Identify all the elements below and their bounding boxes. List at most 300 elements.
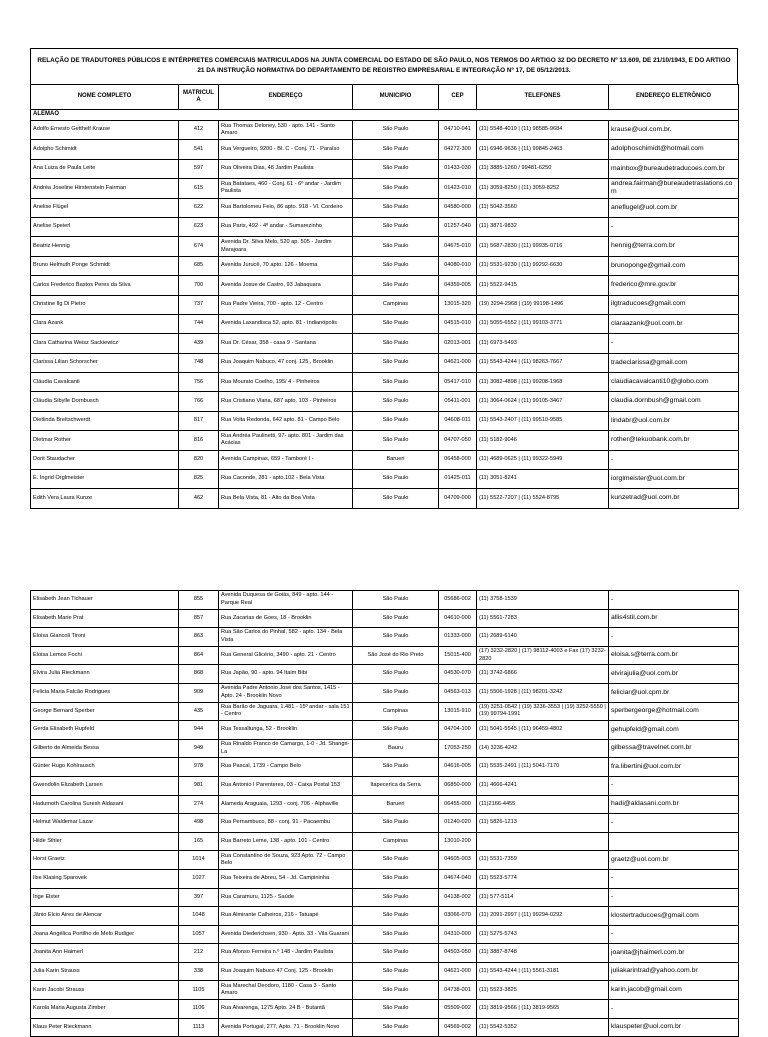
translator-name: Beatriz Hennig [31,237,179,256]
translator-name: Carlos Frederico Bastos Peres da Silva [31,276,179,295]
table-row [31,683,739,702]
email: - [609,814,739,833]
address: Rua Pernambuco, 88 - conj. 91 - Pacaembu [219,814,353,833]
phones: (11) 3887-8748 [477,944,609,963]
city: Campinas [353,832,439,851]
header-name: NOME COMPLETO [31,85,179,110]
phones: (11) 5523-5774 [477,869,609,888]
table-row [31,314,739,333]
phones: (19) 3294-2968 | (19) 99198-1496 [477,295,609,314]
phones: (11)2166-4455 [477,795,609,814]
address: Rua Cristiano Viana, 687 apto. 103 - Pinheiros [219,392,353,411]
registration-number: 1106 [179,1000,219,1019]
registration-number: 165 [179,832,219,851]
zip-code: 01257-040 [439,217,477,236]
table-row [31,276,739,295]
translators-table-page-1 [30,84,739,509]
email: eloisa.s@terra.com.br [609,646,739,665]
table-row [31,1000,739,1019]
zip-code: 04675-010 [439,237,477,256]
address: Avenida Laxandisca 52, apto. 81 - Indianópolis [219,314,353,333]
phones: (11) 3082-4898 | (11) 99208-1968 [477,373,609,392]
registration-number: 1113 [179,1018,219,1037]
phones: (11) 5523-3825 [477,981,609,1000]
registration-number: 685 [179,256,219,275]
address: Rua Oliveira Dias, 48 Jardim Paulista [219,159,353,178]
email: - [609,334,739,353]
registration-number: 737 [179,295,219,314]
header-city: MUNICIPIO [353,85,439,110]
phones: (11) 3871-9832 [477,217,609,236]
translator-name: Helmut Waldemar Lazar [31,814,179,833]
registration-number: 855 [179,591,219,610]
city: São Paulo [353,888,439,907]
registration-number: 615 [179,179,219,198]
header-zip: CEP [439,85,477,110]
zip-code: 05686-002 [439,591,477,610]
zip-code: 04359-005 [439,276,477,295]
translator-name: Cláudia Sibylle Dornbusch [31,392,179,411]
city: São Paulo [353,431,439,450]
zip-code: 06455-000 [439,795,477,814]
address: Rua Joaquim Nabuco, 47 conj. 125 , Brooklin [219,353,353,372]
phones: (11) 5506-1928 | (11) 98201-3242 [477,683,609,702]
table-row [31,795,739,814]
registration-number: 274 [179,795,219,814]
table-row [31,217,739,236]
city: São Paulo [353,962,439,981]
email: feliciar@uol.cpm.br [609,683,739,702]
zip-code: 04610-000 [439,609,477,628]
address: Rua Mourato Coelho, 195/ 4 - Pinheiros [219,373,353,392]
table-row [31,888,739,907]
translator-name: Bruno Helmuth Ponge Schmidt [31,256,179,275]
registration-number: 498 [179,814,219,833]
translator-name: Clara Catharina Weisz Sackiewicz [31,334,179,353]
phones: (11) 5543-4244 | (11) 5561-3181 [477,962,609,981]
table-row [31,489,739,508]
email: - [609,888,739,907]
registration-number: 212 [179,944,219,963]
translator-name: Klaus Peter Rieckmann [31,1018,179,1037]
registration-number: 857 [179,609,219,628]
section-label: ALEMÃO [31,110,739,121]
address: Rua Bela Vista, 81 - Alto da Boa Vista [219,489,353,508]
table-row [31,628,739,647]
email: klauspeter@uol.com.br [609,1018,739,1037]
table-row [31,776,739,795]
city: Campinas [353,295,439,314]
address: Rua Constantino de Souza, 923 Apto. 72 - Campo Belo [219,851,353,870]
phones: (11) 5826-1213 [477,814,609,833]
translator-name: Joana Angélica Portilho de Melo Rudiger [31,925,179,944]
section-row [31,110,739,121]
city: São Paulo [353,314,439,333]
zip-code: 04616-005 [439,758,477,777]
translator-name: Hilde Sihler [31,832,179,851]
zip-code: 04710-041 [439,121,477,140]
zip-code: 04272-300 [439,140,477,159]
table-row [31,470,739,489]
email: - [609,591,739,610]
city: São Paulo [353,121,439,140]
email: claudiacavalcanti10@globo.com [609,373,739,392]
phones: (11) 5543-4244 | (11) 98263-7667 [477,353,609,372]
table-row [31,392,739,411]
address: Rua Batataes, 460 - Conj. 61 - 6º andar - Jardim Paulista [219,179,353,198]
address: Rua Tessaltunga, 52 - Brooklin [219,721,353,740]
city: São Paulo [353,179,439,198]
table-header-row [31,85,739,110]
zip-code: 13015-910 [439,702,477,721]
registration-number: 622 [179,198,219,217]
translator-name: Joanita Ann Haimerl [31,944,179,963]
email: kunzetrad@uol.com.br [609,489,739,508]
address: Rua Thomas Deloney, 530 - apto. 141 - Santo Amaro [219,121,353,140]
city: São Paulo [353,925,439,944]
phones: (11) 5548-4019 | (11) 98585-9684 [477,121,609,140]
address: Avenida Portugal, 277, Apto. 71 - Brooklin Novo [219,1018,353,1037]
city: São Paulo [353,628,439,647]
city: São Paulo [353,373,439,392]
table-row [31,869,739,888]
city: São Paulo [353,392,439,411]
city: São Paulo [353,198,439,217]
city: São Paulo [353,470,439,489]
address: Rua Pascal, 1739 - Campo Belo [219,758,353,777]
phones: (19) 3251-0542 | (19) 3236-3553 | (19) 3252-5550 | (19) 99794-1991 [477,702,609,721]
translator-name: Elisabeth Jean Tichauer [31,591,179,610]
registration-number: 1048 [179,907,219,926]
city: São Paulo [353,353,439,372]
zip-code: 02013-001 [439,334,477,353]
phones: (11) 5561-7283 [477,609,609,628]
zip-code: 04310-000 [439,925,477,944]
address: Rua Rinaldo Franco de Camargo, 1-0 - Jd. Shangri-La [219,739,353,758]
phones: (11) 5042-3560 [477,198,609,217]
registration-number: 817 [179,411,219,430]
translator-name: Anelise Speierl [31,217,179,236]
address: Rua Bartolomeu Feio, 86 apto. 918 - Vl. Cordeiro [219,198,353,217]
email: - [609,925,739,944]
address: Rua Caramuru, 1125 - Saúde [219,888,353,907]
zip-code: 06458-000 [439,450,477,469]
zip-code: 04563-013 [439,683,477,702]
phones: (11) 5531-9230 | (11) 99292-6630 [477,256,609,275]
translator-name: Adolpho Schimidt [31,140,179,159]
phones: (11) 5522-7207 | (11) 5524-8795 [477,489,609,508]
city: São Paulo [353,237,439,256]
translator-name: Gwendolin Elizabeth Larsen [31,776,179,795]
table-row [31,121,739,140]
translators-table-page-2 [30,590,739,1037]
email: iorglmeister@uol.com.br [609,470,739,489]
email: frederico@mre.gov.br [609,276,739,295]
translator-name: Elvira Julia Rieckmann [31,665,179,684]
address: Rua General Glicério, 3490 - apto. 21 - Centro [219,646,353,665]
zip-code: 04709-000 [439,489,477,508]
email: sperbergeorge@hotmail.com [609,702,739,721]
zip-code: 17053-250 [439,739,477,758]
phones: (11) 5055-6552 | (11) 99103-3771 [477,314,609,333]
zip-code: 01333-000 [439,628,477,647]
email: tradeclarissa@gmail.com [609,353,739,372]
table-row [31,925,739,944]
table-row [31,609,739,628]
email: mainbox@bureaudetraducoes.com.br [609,159,739,178]
table-row [31,739,739,758]
registration-number: 435 [179,702,219,721]
zip-code: 04569-002 [439,1018,477,1037]
email: adolphoschimidt@hotmail.com [609,140,739,159]
table-row [31,721,739,740]
phones: (11) 3819-9566 | (11) 3819-9565 [477,1000,609,1019]
table-row [31,814,739,833]
table-row [31,962,739,981]
zip-code: 04621-000 [439,962,477,981]
city: Campinas [353,702,439,721]
translator-name: Andréa Joseline Hirstenstein Fairman [31,179,179,198]
table-row [31,944,739,963]
translator-name: Elisabeth Marie Prat [31,609,179,628]
zip-code: 04580-000 [439,198,477,217]
email: gilbessa@travelnet.com.br [609,739,739,758]
registration-number: 820 [179,450,219,469]
email: krause@uol.com.br. [609,121,739,140]
document-title: RELAÇÃO DE TRADUTORES PÚBLICOS E INTÉRPRETES COMERCIAIS MATRICULADOS NA JUNTA COMERCIAL DO ESTADO DE SÃO PAULO, NOS TERMOS DO ARTIGO 32 DO DECRETO Nº 13.609, DE 21/10/1943, E DO ARTIGO 21 DA INSTRUÇÃO NORMATIVA DO DEPARTAMENTO DE REGISTRO EMPRESARIAL E INTEGRAÇÃO Nº 17, DE 05/12/2013. [30,48,738,84]
table-row [31,665,739,684]
translator-name: Clarissa Lilian Schorscher [31,353,179,372]
registration-number: 397 [179,888,219,907]
zip-code: 01240-020 [439,814,477,833]
translator-name: Cláudia Cavalcanti [31,373,179,392]
registration-number: 541 [179,140,219,159]
table-row [31,411,739,430]
city: São Paulo [353,140,439,159]
city: São Paulo [353,411,439,430]
table-row [31,373,739,392]
translator-name: Karin Jacobi Strauss [31,981,179,1000]
translator-name: Inge Elster [31,888,179,907]
phones: (11) 5522-9415 [477,276,609,295]
registration-number: 863 [179,628,219,647]
address: Rua Alvarenga, 1275 Apto. 24 B - Butantã [219,1000,353,1019]
zip-code: 04605-003 [439,851,477,870]
table-row [31,758,739,777]
address: Rua Teixeira de Abreu, 54 - Jd. Campininha [219,869,353,888]
email: - [609,217,739,236]
address: Avenida Josue de Castro, 93 Jabaquara [219,276,353,295]
zip-code: 05509-002 [439,1000,477,1019]
translator-name: Edith Vera Laura Kunze [31,489,179,508]
table-row [31,702,739,721]
email: klostertraducoes@gmail.com [609,907,739,926]
email: rother@tekuobank.com.br [609,431,739,450]
city: São Paulo [353,159,439,178]
email: aneflugel@uol.com.br [609,198,739,217]
zip-code: 04608-011 [439,411,477,430]
phones: (17) 3232-2820 | (17) 98112-4003 e Fax (17) 3232-2820 [477,646,609,665]
city: São Paulo [353,591,439,610]
table-row [31,256,739,275]
email: graetz@uol.com.br [609,851,739,870]
phones: (11) 3064-0624 | (11) 99105-3467 [477,392,609,411]
city: São Paulo [353,276,439,295]
city: São Paulo [353,1018,439,1037]
address: Avenida Campinas, 659 - Tamboré I - [219,450,353,469]
city: São Paulo [353,256,439,275]
email: fra.libertini@uol.com.br [609,758,739,777]
table-row [31,907,739,926]
translator-name: Hadumoth Carolina Suresh Aldasani [31,795,179,814]
document-page-2 [30,590,738,1037]
registration-number: 1057 [179,925,219,944]
phones: (14) 3236-4242 [477,739,609,758]
zip-code: 13015-320 [439,295,477,314]
registration-number: 766 [179,392,219,411]
city: São Paulo [353,1000,439,1019]
phones: (11) 5182-9046 [477,431,609,450]
registration-number: 756 [179,373,219,392]
city: São Paulo [353,907,439,926]
phones: (11) 5531-7359 [477,851,609,870]
translator-name: George Bernard Sperber [31,702,179,721]
zip-code: 04674-040 [439,869,477,888]
address: Avenida Duquesa de Goiás, 849 - apto. 144 - Parque Real [219,591,353,610]
zip-code: 04080-010 [439,256,477,275]
address: Rua Joaquim Nabuco 47 Conj. 125 - Brooklin [219,962,353,981]
phones: (11) 5687-2830 | (11) 99935-0716 [477,237,609,256]
city: Bauru [353,739,439,758]
zip-code: 03066-070 [439,907,477,926]
city: São Paulo [353,758,439,777]
registration-number: 978 [179,758,219,777]
email: - [609,776,739,795]
translator-name: Gilberto de Almeida Bessa [31,739,179,758]
address: Rua Japão, 90 - apto. 94 Itaim Bibi [219,665,353,684]
zip-code: 04138-002 [439,888,477,907]
phones: (11) 3051-8241 [477,470,609,489]
email: elvirajulia@uol.com.br [609,665,739,684]
email: - [609,869,739,888]
address: Rua Almirante Calheiros, 216 - Tatuapé [219,907,353,926]
city: São Paulo [353,869,439,888]
registration-number: 462 [179,489,219,508]
zip-code: 15015-400 [439,646,477,665]
city: São Paulo [353,814,439,833]
registration-number: 338 [179,962,219,981]
header-address: ENDEREÇO [219,85,353,110]
translator-name: Ana Luiza de Paula Leite [31,159,179,178]
address: Rua Barreto Leme, 138 - apto. 101 - Centro [219,832,353,851]
table-row [31,450,739,469]
table-row [31,646,739,665]
city: São Paulo [353,944,439,963]
address: Avenida Padre Antonio José dos Santos, 1415 - Apto. 24 - Brooklin Novo [219,683,353,702]
phones: (11) 3742-6866 [477,665,609,684]
address: Avenida Dr. Silva Melo, 520 ap. 505 - Jardim Marajoara [219,237,353,256]
address: Rua São Carlos do Pinhal, 582 - apto. 134 - Bela Vista [219,628,353,647]
zip-code: 06850-000 [439,776,477,795]
city: São Paulo [353,334,439,353]
translator-name: Dietlinda Breitschwerdt [31,411,179,430]
registration-number: 597 [179,159,219,178]
city: São Paulo [353,665,439,684]
address: Rua Volta Redonda, 642 apto. 81 - Campo Belo [219,411,353,430]
city: São Paulo [353,217,439,236]
address: Alameda Araguaia, 1293 - conj. 706 - Alphaville [219,795,353,814]
phones: (11) 5543-2407 | (11) 99510-9585 [477,411,609,430]
translator-name: Dietmar Rother [31,431,179,450]
email: juliakarintrad@yahoo.com.br [609,962,739,981]
city: São Paulo [353,489,439,508]
city: Barueri [353,450,439,469]
email: - [609,1000,739,1019]
table-row [31,198,739,217]
translator-name: Julia Karin Strauss [31,962,179,981]
email: gehupfeld@gmail.com [609,721,739,740]
email: claraazank@uol.com.br [609,314,739,333]
email: lindabr@uol.com.br [609,411,739,430]
translator-name: Karola Maria Augusta Zimber [31,1000,179,1019]
address: Avenida Diederichsen, 930 - Apto. 33 - Vila Guarani [219,925,353,944]
registration-number: 1105 [179,981,219,1000]
phones: (11) 4689-0625 | (11) 99322-5949 [477,450,609,469]
translator-name: Dorit Staudacher [31,450,179,469]
zip-code: 05417-010 [439,373,477,392]
address: Rua Barão de Jaguara, 1.481 - 15º andar - sala 151 - Centro [219,702,353,721]
registration-number: 412 [179,121,219,140]
phones [477,832,609,851]
registration-number: 623 [179,217,219,236]
table-row [31,851,739,870]
registration-number: 744 [179,314,219,333]
address: Rua Marechal Deodoro, 1180 - Casa 3 - Santo Amaro [219,981,353,1000]
translator-name: Clara Azank [31,314,179,333]
email: karin.jacob@gmail.com [609,981,739,1000]
registration-number: 949 [179,739,219,758]
registration-number: 981 [179,776,219,795]
translator-name: Gerda Elisabeth Hupfeld [31,721,179,740]
table-row [31,1018,739,1037]
city: Itapecerica da Serra [353,776,439,795]
registration-number: 674 [179,237,219,256]
address: Rua Andréa Paulinetti, 97- apto. 801 - Jardim das Acácias [219,431,353,450]
email: andrea.fairman@bureaudetraslations.com [609,179,739,198]
registration-number: 1027 [179,869,219,888]
zip-code: 04738-001 [439,981,477,1000]
zip-code: 01423-010 [439,179,477,198]
registration-number: 1014 [179,851,219,870]
city: Barueri [353,795,439,814]
phones: (11) 3758-1539 [477,591,609,610]
phones: (11) 2689-6140 [477,628,609,647]
city: São Paulo [353,981,439,1000]
translator-name: Ilse Klasing Sparovek [31,869,179,888]
city: São Paulo [353,683,439,702]
address: Rua Vergueiro, 9200 - Bl. C - Conj. 71 - Paraíso [219,140,353,159]
translator-name: Felicia Maria Falcão Rodrigues [31,683,179,702]
zip-code: 13010-200 [439,832,477,851]
email: claudia.dornbush@gmail.com [609,392,739,411]
zip-code: 05411-001 [439,392,477,411]
address: Rua Dr. César, 358 - casa 9 - Santana [219,334,353,353]
email: hennig@terra.com.br [609,237,739,256]
email [609,832,739,851]
table-row [31,140,739,159]
phones: (11) 5275-5743 [477,925,609,944]
translator-name: Anelise Flügel [31,198,179,217]
